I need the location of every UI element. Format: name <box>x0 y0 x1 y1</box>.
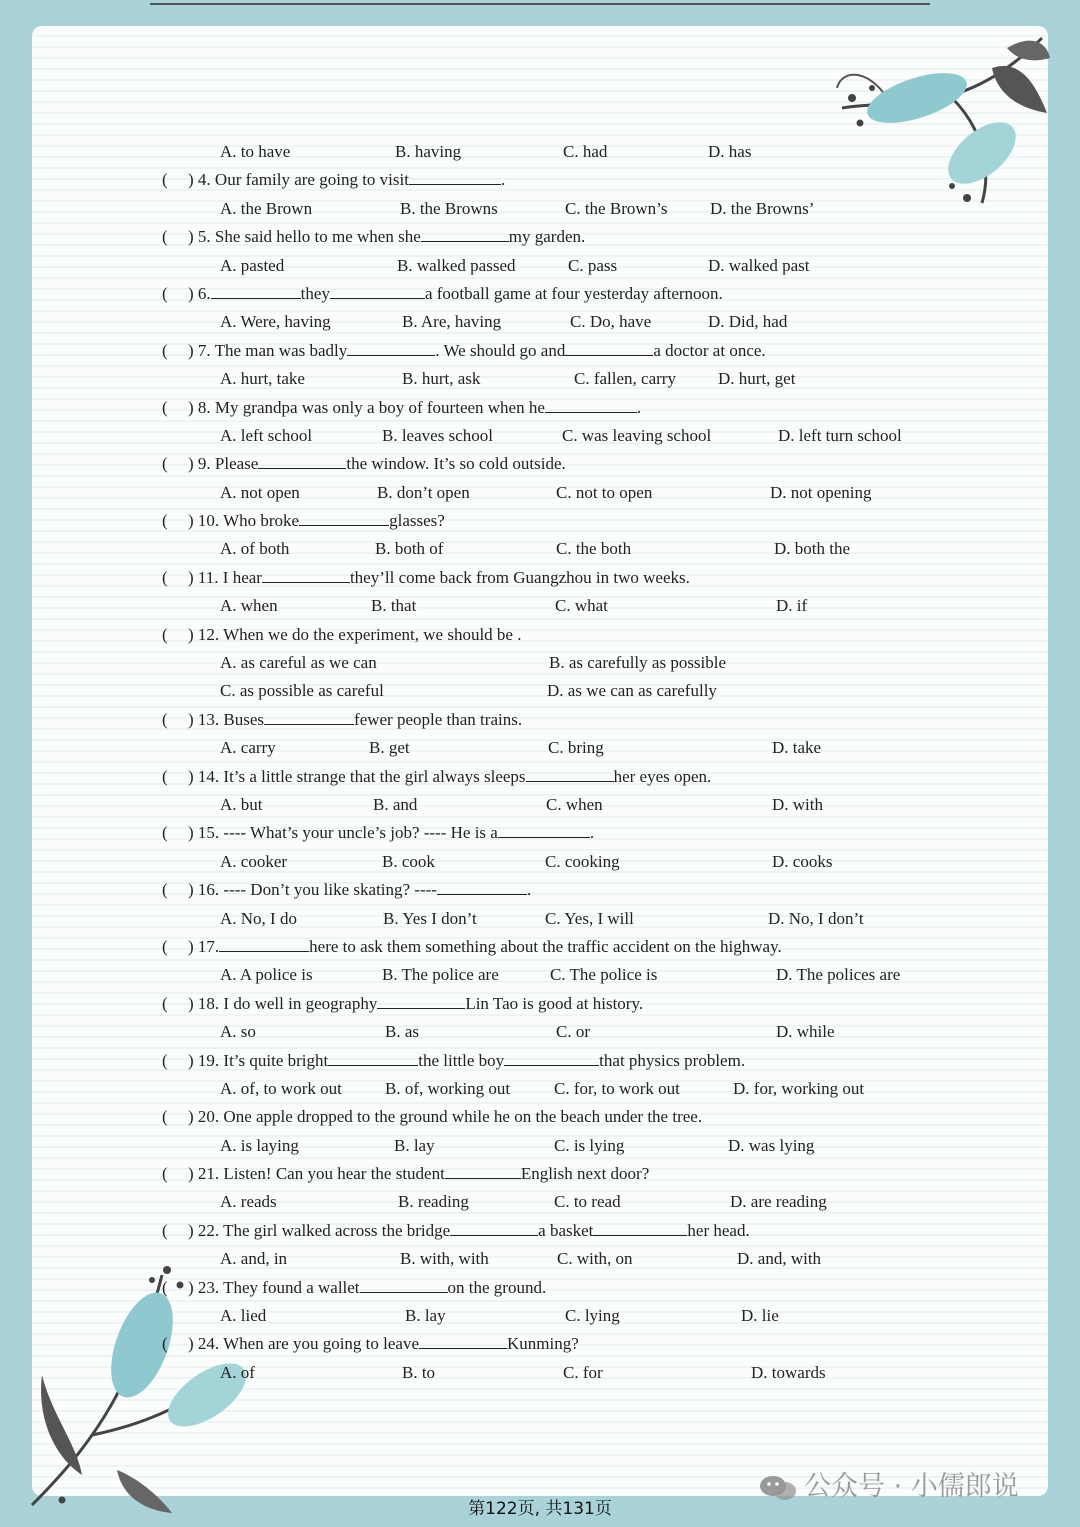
answer-option[interactable]: C. for, to work out <box>554 1078 680 1098</box>
answer-paren[interactable]: ( <box>162 1220 168 1240</box>
options-row <box>0 1188 1080 1216</box>
answer-blank[interactable] <box>409 166 501 185</box>
answer-option[interactable]: A. to have <box>220 142 291 161</box>
answer-option[interactable]: B. the Browns <box>400 198 498 218</box>
options-row <box>0 905 1080 933</box>
answer-option[interactable]: A. the Brown <box>220 198 313 218</box>
question-segment: the little boy <box>418 1050 505 1070</box>
answer-option[interactable]: C. fallen, carry <box>574 369 676 389</box>
answer-blank[interactable] <box>437 876 527 895</box>
question-segment: ) 14. It’s a little strange that the girl always sleeps <box>188 766 526 786</box>
options-row <box>0 308 1080 336</box>
answer-option[interactable]: A. left school <box>220 425 313 445</box>
answer-option[interactable]: D. with <box>772 794 823 814</box>
question-segment: ) 24. When are you going to leave <box>188 1334 420 1354</box>
question-text <box>188 337 766 365</box>
answer-blank[interactable] <box>498 819 590 838</box>
question-segment: fewer people than trains. <box>354 709 523 729</box>
options-row <box>0 195 1080 223</box>
answer-option[interactable]: C. not to open <box>556 482 653 502</box>
answer-blank[interactable] <box>419 1330 507 1349</box>
answer-option[interactable]: C. when <box>546 794 603 814</box>
question-row <box>0 706 1080 734</box>
question-segment: a doctor at once. <box>653 340 766 360</box>
answer-option[interactable]: A. of both <box>220 539 290 559</box>
question-segment: ) 7. The man was badly <box>188 340 348 360</box>
answer-option[interactable]: B. The police are <box>382 965 499 985</box>
answer-option[interactable]: B. with, with <box>400 1249 489 1269</box>
page-number: 第122页, 共131页 <box>468 1499 612 1519</box>
question-segment: ) 17. <box>188 936 220 956</box>
question-row <box>0 876 1080 904</box>
question-text <box>188 1103 702 1131</box>
question-text <box>188 1330 579 1358</box>
question-segment: ) 9. Please <box>188 454 259 474</box>
answer-option[interactable]: D. The polices are <box>776 965 901 985</box>
answer-option[interactable]: A. but <box>220 794 263 814</box>
question-segment: they <box>300 283 330 303</box>
answer-option[interactable]: D. walked past <box>708 255 810 275</box>
answer-option[interactable]: A. lied <box>220 1306 267 1326</box>
question-segment: ) 22. The girl walked across the bridge <box>188 1220 451 1240</box>
answer-blank[interactable] <box>330 280 425 299</box>
answer-paren[interactable]: ( <box>162 936 168 956</box>
answer-option[interactable]: B. leaves school <box>382 425 493 445</box>
answer-option[interactable]: C. the Brown’s <box>565 198 668 218</box>
question-text <box>188 223 585 251</box>
question-list <box>0 138 1080 1387</box>
question-row <box>0 1330 1080 1358</box>
answer-option[interactable]: D. towards <box>751 1362 826 1382</box>
answer-option[interactable]: D. while <box>776 1022 835 1042</box>
options-row <box>0 252 1080 280</box>
question-text <box>188 1217 750 1245</box>
answer-paren[interactable]: ( <box>162 624 168 644</box>
question-text <box>188 706 522 734</box>
answer-option[interactable]: C. with, on <box>557 1249 633 1269</box>
answer-option[interactable]: D. not opening <box>770 482 872 502</box>
answer-option[interactable]: C. had <box>563 142 608 161</box>
answer-option[interactable]: A. A police is <box>220 965 313 985</box>
question-segment: ) 6. <box>188 283 211 303</box>
question-row <box>0 1217 1080 1245</box>
question-text <box>188 621 521 649</box>
question-text <box>188 507 445 535</box>
answer-option[interactable]: D. No, I don’t <box>768 908 864 928</box>
answer-option[interactable]: A. pasted <box>220 255 285 275</box>
question-segment: ) 4. Our family are going to visit <box>188 170 409 190</box>
answer-option[interactable]: D. left turn school <box>778 425 902 445</box>
answer-blank[interactable] <box>264 706 354 725</box>
answer-paren[interactable]: ( <box>162 397 168 417</box>
answer-paren[interactable]: ( <box>162 1107 168 1127</box>
answer-option[interactable]: C. pass <box>568 255 618 275</box>
answer-option[interactable]: B. as <box>385 1022 419 1042</box>
answer-option[interactable]: A. No, I do <box>220 908 297 928</box>
answer-blank[interactable] <box>211 280 301 299</box>
answer-option[interactable]: D. was lying <box>728 1135 815 1155</box>
answer-option[interactable]: B. Yes I don’t <box>383 908 477 928</box>
answer-option[interactable]: A. of, to work out <box>220 1078 342 1098</box>
options-row <box>0 479 1080 507</box>
answer-option[interactable]: A. as careful as we can <box>220 653 377 673</box>
answer-option[interactable]: D. take <box>772 738 822 758</box>
question-row <box>0 564 1080 592</box>
answer-option[interactable]: C. cooking <box>545 851 620 871</box>
question-text <box>188 1160 649 1188</box>
answer-blank[interactable] <box>258 450 346 469</box>
question-segment: ) 12. When we do the experiment, we should be . <box>188 624 522 644</box>
answer-option[interactable]: B. that <box>371 596 417 616</box>
answer-paren[interactable]: ( <box>162 283 168 303</box>
answer-blank[interactable] <box>377 990 465 1009</box>
answer-paren[interactable]: ( <box>162 170 168 190</box>
answer-option[interactable]: B. to <box>402 1362 436 1382</box>
question-text <box>188 990 643 1018</box>
question-row <box>0 337 1080 365</box>
answer-option[interactable]: C. lying <box>565 1306 620 1326</box>
answer-option[interactable]: D. lie <box>741 1306 779 1326</box>
question-row <box>0 621 1080 649</box>
answer-option[interactable]: B. don’t open <box>377 482 470 502</box>
top-rule <box>150 3 930 5</box>
answer-blank[interactable] <box>328 1047 418 1066</box>
answer-option[interactable]: B. get <box>369 738 410 758</box>
answer-blank[interactable] <box>526 763 614 782</box>
answer-option[interactable]: D. has <box>708 142 752 161</box>
wechat-icon <box>758 1474 798 1502</box>
answer-blank[interactable] <box>299 507 389 526</box>
answer-paren[interactable]: ( <box>162 1334 168 1354</box>
answer-blank[interactable] <box>450 1217 538 1236</box>
question-text <box>188 166 505 194</box>
options-row <box>0 791 1080 819</box>
answer-blank[interactable] <box>219 933 309 952</box>
answer-option[interactable]: C. for <box>563 1362 603 1382</box>
question-segment: here to ask them something about the traffic accident on the highway. <box>309 936 782 956</box>
answer-option[interactable]: A. and, in <box>220 1249 288 1269</box>
answer-paren[interactable]: ( <box>162 823 168 843</box>
answer-option[interactable]: C. The police is <box>550 965 658 985</box>
options-row <box>0 592 1080 620</box>
answer-paren[interactable]: ( <box>162 227 168 247</box>
options-row <box>0 1302 1080 1330</box>
question-segment: on the ground. <box>447 1277 547 1297</box>
question-text <box>188 394 641 422</box>
answer-option[interactable]: D. Did, had <box>708 312 788 332</box>
answer-option[interactable]: D. hurt, get <box>718 369 796 389</box>
answer-paren[interactable]: ( <box>162 567 168 587</box>
answer-paren[interactable]: ( <box>162 511 168 531</box>
answer-option[interactable]: B. lay <box>394 1135 435 1155</box>
question-row <box>0 1047 1080 1075</box>
question-row <box>0 1103 1080 1131</box>
answer-option[interactable]: B. reading <box>398 1192 469 1212</box>
answer-blank[interactable] <box>445 1160 521 1179</box>
question-segment: that physics problem. <box>599 1050 746 1070</box>
answer-option[interactable]: D. both the <box>774 539 851 559</box>
answer-paren[interactable]: ( <box>162 454 168 474</box>
answer-blank[interactable] <box>262 564 350 583</box>
watermark-text: 公众号 · 小儒郎说 <box>804 1471 1019 1502</box>
question-segment: ) 21. Listen! Can you hear the student <box>188 1164 445 1184</box>
question-segment: . <box>526 880 532 900</box>
question-text <box>188 1047 745 1075</box>
question-segment: . <box>636 397 642 417</box>
question-row <box>0 763 1080 791</box>
answer-option[interactable]: D. cooks <box>772 851 833 871</box>
question-segment: ) 19. It’s quite bright <box>188 1050 329 1070</box>
answer-option[interactable]: D. if <box>776 596 808 616</box>
answer-option[interactable]: D. and, with <box>737 1249 822 1269</box>
question-text <box>188 280 723 308</box>
answer-option[interactable]: A. when <box>220 596 278 616</box>
question-segment: ) 16. ---- Don’t you like skating? ---- <box>188 880 437 900</box>
answer-option[interactable]: A. hurt, take <box>220 369 305 389</box>
question-text <box>188 763 711 791</box>
question-row <box>0 223 1080 251</box>
answer-paren[interactable]: ( <box>162 880 168 900</box>
question-row <box>0 819 1080 847</box>
question-segment: ) 18. I do well in geography <box>188 993 378 1013</box>
question-segment: her head. <box>687 1220 750 1240</box>
question-segment: glasses? <box>389 511 445 531</box>
answer-option[interactable]: C. is lying <box>554 1135 625 1155</box>
answer-option[interactable]: C. the both <box>556 539 632 559</box>
answer-option[interactable]: C. what <box>555 596 608 616</box>
question-segment: ) 20. One apple dropped to the ground while he on the beach under the tree. <box>188 1107 703 1127</box>
question-segment: a basket <box>538 1220 594 1240</box>
answer-option[interactable]: B. lay <box>405 1306 446 1326</box>
answer-option[interactable]: A. cooker <box>220 851 288 871</box>
question-segment: . We should go and <box>435 340 566 360</box>
options-row <box>0 422 1080 450</box>
answer-option[interactable]: B. of, working out <box>385 1078 511 1098</box>
question-row <box>0 280 1080 308</box>
question-text <box>188 564 690 592</box>
answer-option[interactable]: C. Do, have <box>570 312 652 332</box>
question-segment: the window. It’s so cold outside. <box>346 454 566 474</box>
answer-paren[interactable]: ( <box>162 766 168 786</box>
answer-option[interactable]: C. was leaving school <box>562 425 712 445</box>
answer-paren[interactable]: ( <box>162 340 168 360</box>
answer-option[interactable]: C. bring <box>548 738 604 758</box>
options-row <box>0 535 1080 563</box>
question-row <box>0 450 1080 478</box>
question-segment: they’ll come back from Guangzhou in two weeks. <box>349 567 690 587</box>
answer-blank[interactable] <box>504 1047 599 1066</box>
answer-option[interactable]: D. as we can as carefully <box>547 681 717 701</box>
options-row <box>0 961 1080 989</box>
answer-option[interactable]: B. as carefully as possible <box>549 653 727 673</box>
answer-paren[interactable]: ( <box>162 709 168 729</box>
question-text <box>188 1274 546 1302</box>
answer-option[interactable]: D. the Browns’ <box>710 198 815 218</box>
answer-option[interactable]: A. so <box>220 1022 256 1042</box>
options-row <box>0 677 1080 705</box>
question-segment: my garden. <box>508 227 586 247</box>
options-row <box>0 1018 1080 1046</box>
answer-option[interactable]: B. having <box>395 142 462 161</box>
answer-option[interactable]: A. is laying <box>220 1135 299 1155</box>
answer-option[interactable]: C. Yes, I will <box>545 908 634 928</box>
options-row <box>0 848 1080 876</box>
options-row <box>0 1075 1080 1103</box>
options-row <box>0 649 1080 677</box>
options-row <box>0 1132 1080 1160</box>
question-segment: English next door? <box>520 1164 650 1184</box>
question-segment: ) 15. ---- What’s your uncle’s job? ---- He is a <box>188 823 498 843</box>
answer-option[interactable]: C. to read <box>554 1192 621 1212</box>
question-text <box>188 819 594 847</box>
question-segment: ) 13. Buses <box>188 709 265 729</box>
question-row <box>0 1160 1080 1188</box>
answer-option[interactable]: B. hurt, ask <box>402 369 481 389</box>
answer-option[interactable]: A. Were, having <box>220 312 331 332</box>
question-segment: ) 10. Who broke <box>188 511 300 531</box>
answer-option[interactable]: D. are reading <box>730 1192 827 1212</box>
question-row <box>0 990 1080 1018</box>
question-text <box>188 450 566 478</box>
question-segment: a football game at four yesterday afternoon. <box>424 283 723 303</box>
answer-option[interactable]: C. or <box>556 1022 590 1042</box>
answer-blank[interactable] <box>593 1217 687 1236</box>
answer-option[interactable]: B. and <box>373 794 418 814</box>
answer-option[interactable]: B. both of <box>375 539 444 559</box>
question-segment: ) 11. I hear <box>188 567 262 587</box>
question-row <box>0 507 1080 535</box>
options-row <box>0 365 1080 393</box>
answer-paren[interactable]: ( <box>162 1050 168 1070</box>
answer-option[interactable]: C. as possible as careful <box>220 681 384 701</box>
options-row <box>0 138 1080 166</box>
question-text <box>188 933 782 961</box>
answer-option[interactable]: D. for, working out <box>733 1078 865 1098</box>
question-segment: ) 8. My grandpa was only a boy of fourteen when he <box>188 397 545 417</box>
question-segment: her eyes open. <box>613 766 712 786</box>
question-segment: ) 23. They found a wallet <box>188 1277 360 1297</box>
answer-blank[interactable] <box>360 1274 448 1293</box>
question-segment: . <box>500 170 506 190</box>
question-row <box>0 933 1080 961</box>
answer-option[interactable]: A. not open <box>220 482 300 502</box>
answer-paren[interactable]: ( <box>162 993 168 1013</box>
answer-option[interactable]: A. carry <box>220 738 276 758</box>
answer-option[interactable]: A. of <box>220 1362 255 1382</box>
answer-option[interactable]: B. Are, having <box>402 312 502 332</box>
answer-blank[interactable] <box>565 337 653 356</box>
answer-blank[interactable] <box>545 394 637 413</box>
answer-paren[interactable]: ( <box>162 1277 168 1297</box>
question-segment: Kunming? <box>507 1334 579 1354</box>
options-row <box>0 1245 1080 1273</box>
question-row <box>0 1274 1080 1302</box>
options-row <box>0 734 1080 762</box>
question-row <box>0 394 1080 422</box>
question-row <box>0 166 1080 194</box>
question-text <box>188 876 531 904</box>
question-segment: Lin Tao is good at history. <box>465 993 644 1013</box>
answer-option[interactable]: A. reads <box>220 1192 277 1212</box>
options-row <box>0 1359 1080 1387</box>
answer-option[interactable]: B. walked passed <box>397 255 516 275</box>
answer-paren[interactable]: ( <box>162 1164 168 1184</box>
watermark <box>758 1464 1019 1503</box>
question-segment: ) 5. She said hello to me when she <box>188 227 421 247</box>
answer-option[interactable]: B. cook <box>382 851 435 871</box>
answer-blank[interactable] <box>421 223 509 242</box>
question-segment: . <box>589 823 595 843</box>
answer-blank[interactable] <box>347 337 435 356</box>
